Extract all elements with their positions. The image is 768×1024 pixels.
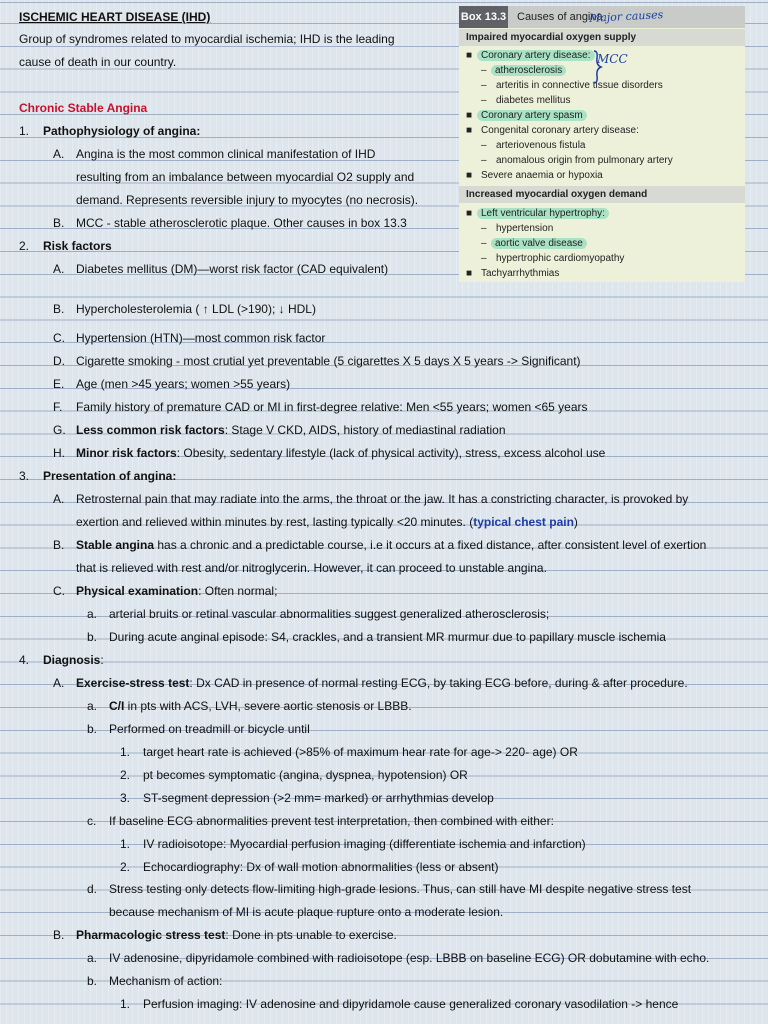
text-line: [109, 699, 412, 713]
intro-line-2: cause of death in our country.: [19, 55, 177, 69]
list-marker: H.: [53, 446, 65, 460]
list-number: 4.: [19, 653, 30, 667]
bullet-icon: ■: [466, 170, 473, 181]
demand-item: aortic valve disease: [491, 238, 587, 249]
text-line: Hypertension (HTN)—most common risk factor: [76, 331, 326, 345]
text-line: Cigarette smoking - most crutial yet preventable (5 cigarettes X 5 days X 5 years -> Significant): [76, 354, 581, 368]
list-marker: b.: [87, 722, 98, 736]
list-marker: B.: [53, 928, 65, 942]
box-number: Box 13.3: [459, 6, 508, 28]
list-marker: b.: [87, 630, 98, 644]
list-marker: 3.: [120, 791, 131, 805]
text-line: Echocardiography: Dx of wall motion abnormalities (less or absent): [143, 860, 499, 874]
dash-icon: –: [481, 253, 487, 264]
bold-term: Less common risk factors: [76, 423, 225, 437]
text-line: ST-segment depression (>2 mm= marked) or arrhythmias develop: [143, 791, 494, 805]
dash-icon: –: [481, 140, 487, 151]
bold-term: Stable angina: [76, 538, 155, 552]
bullet-icon: ■: [466, 50, 473, 61]
list-marker: A.: [53, 147, 65, 161]
list-marker: F.: [53, 400, 63, 414]
list-marker: C.: [53, 331, 65, 345]
text-line: Perfusion imaging: IV adenosine and dipyridamole cause generalized coronary vasodilation -> hence: [143, 997, 679, 1011]
supply-item: arteriovenous fistula: [496, 140, 586, 151]
text-line: Performed on treadmill or bicycle until: [109, 722, 310, 736]
text-line: Retrosternal pain that may radiate into the arms, the throat or the jaw. It has a constricting character, is provoked by: [76, 492, 689, 506]
text-line: During acute anginal episode: S4, crackles, and a transient MR murmur due to papillary muscle ischemia: [109, 630, 666, 644]
list-marker: E.: [53, 377, 65, 391]
section-heading: Chronic Stable Angina: [19, 101, 148, 115]
box-title: Causes of angina: [517, 11, 603, 23]
text-line: because mechanism of MI is acute plaque rupture onto a moderate lesion.: [109, 905, 504, 919]
text-line: [76, 515, 578, 529]
text-line: Diabetes mellitus (DM)—worst risk factor (CAD equivalent): [76, 262, 389, 276]
list-marker: A.: [53, 676, 65, 690]
text-line: IV adenosine, dipyridamole combined with radioisotope (esp. LBBB on baseline ECG) OR dobutamine with echo.: [109, 951, 710, 965]
text-span: in pts with ACS, LVH, severe aortic stenosis or LBBB.: [124, 699, 412, 713]
bold-term: Diagnosis: [43, 653, 101, 667]
supply-header: Impaired myocardial oxygen supply: [459, 29, 745, 46]
heading-pathophysiology: Pathophysiology of angina:: [43, 124, 201, 138]
bold-term: C/I: [109, 699, 125, 713]
text-span: has a chronic and a predictable course, i.e it occurs at a fixed distance, after consistent level of exertion: [154, 538, 707, 552]
dash-icon: –: [481, 95, 487, 106]
list-marker: 1.: [120, 837, 131, 851]
text-line: [76, 423, 506, 437]
demand-header: Increased myocardial oxygen demand: [459, 186, 745, 203]
heading-risk-factors: Risk factors: [43, 239, 112, 253]
list-number: 1.: [19, 124, 30, 138]
page-title: ISCHEMIC HEART DISEASE (IHD): [19, 10, 211, 24]
text-line: Stress testing only detects flow-limiting high-grade lesions. Thus, can still have MI despite negative stress test: [109, 882, 692, 896]
list-marker: B.: [53, 302, 65, 316]
text-line: target heart rate is achieved (>85% of maximum hear rate for age-> 220- age) OR: [143, 745, 578, 759]
bold-term: Pharmacologic stress test: [76, 928, 226, 942]
supply-item: atherosclerosis: [491, 65, 566, 76]
text-line: Mechanism of action:: [109, 974, 223, 988]
text-line: [76, 538, 706, 552]
text-span: ): [573, 515, 578, 529]
dash-icon: –: [481, 223, 487, 234]
list-marker: B.: [53, 538, 65, 552]
text-line: [76, 584, 277, 598]
list-marker: a.: [87, 607, 98, 621]
list-marker: 1.: [120, 745, 131, 759]
text-line: [76, 676, 688, 690]
text-line: pt becomes symptomatic (angina, dyspnea, hypotension) OR: [143, 768, 468, 782]
demand-item: Tachyarrhythmias: [481, 268, 560, 279]
bold-term: Exercise-stress test: [76, 676, 190, 690]
box-header: [459, 6, 745, 28]
text-line: Family history of premature CAD or MI in first-degree relative: Men <55 years; women <65 years: [76, 400, 588, 414]
list-marker: A.: [53, 262, 65, 276]
list-marker: b.: [87, 974, 98, 988]
text-line: Angina is the most common clinical manifestation of IHD: [76, 147, 376, 161]
list-marker: B.: [53, 216, 65, 230]
text-span: : Done in pts unable to exercise.: [225, 928, 397, 942]
list-marker: D.: [53, 354, 65, 368]
supply-item: diabetes mellitus: [496, 95, 571, 106]
text-line: that is relieved with rest and/or nitroglycerin. However, it can proceed to unstable angina.: [76, 561, 547, 575]
supply-item: Coronary artery disease:: [477, 50, 595, 61]
list-number: 2.: [19, 239, 30, 253]
text-line: Hypercholesterolemia ( ↑ LDL (>190); ↓ HDL): [76, 302, 316, 316]
text-line: IV radioisotope: Myocardial perfusion imaging (differentiate ischemia and infarction): [143, 837, 586, 851]
demand-item: hypertrophic cardiomyopathy: [496, 253, 625, 264]
list-number: 3.: [19, 469, 30, 483]
dash-icon: –: [481, 65, 487, 76]
highlight-term: typical chest pain: [473, 515, 574, 529]
dash-icon: –: [481, 155, 487, 166]
text-span: : Dx CAD in presence of normal resting ECG, by taking ECG before, during & after procedure.: [189, 676, 688, 690]
list-marker: A.: [53, 492, 65, 506]
heading-diagnosis: Diagnosis:: [43, 653, 104, 667]
list-marker: C.: [53, 584, 65, 598]
list-marker: 2.: [120, 768, 131, 782]
supply-item: arteritis in connective tissue disorders: [496, 80, 663, 91]
text-span: : Obesity, sedentary lifestyle (lack of physical activity), stress, excess alcohol use: [176, 446, 606, 460]
demand-item: Left ventricular hypertrophy:: [477, 208, 609, 219]
list-marker: G.: [53, 423, 66, 437]
bullet-icon: ■: [466, 208, 473, 219]
list-marker: c.: [87, 814, 97, 828]
heading-presentation: Presentation of angina:: [43, 469, 177, 483]
text-line: [76, 446, 605, 460]
bullet-icon: ■: [466, 110, 473, 121]
bullet-icon: ■: [466, 125, 473, 136]
handwritten-mcc: MCC: [597, 52, 628, 66]
supply-item: Coronary artery spasm: [477, 110, 587, 121]
handwritten-note: Major causes: [588, 8, 664, 25]
text-line: Age (men >45 years; women >55 years): [76, 377, 291, 391]
text-line: arterial bruits or retinal vascular abnormalities suggest generalized atherosclerosis;: [109, 607, 550, 621]
intro-line-1: Group of syndromes related to myocardial ischemia; IHD is the leading: [19, 32, 395, 46]
text-line: demand. Represents reversible injury to myocytes (no necrosis).: [76, 193, 419, 207]
bullet-icon: ■: [466, 268, 473, 279]
text-line: [76, 928, 397, 942]
supply-item: Congenital coronary artery disease:: [481, 125, 639, 136]
supply-item: anomalous origin from pulmonary artery: [496, 155, 673, 166]
list-marker: d.: [87, 882, 98, 896]
list-marker: a.: [87, 699, 98, 713]
text-span: : Stage V CKD, AIDS, history of mediastinal radiation: [224, 423, 506, 437]
demand-item: hypertension: [496, 223, 554, 234]
list-marker: 1.: [120, 997, 131, 1011]
list-marker: 2.: [120, 860, 131, 874]
dash-icon: –: [481, 238, 487, 249]
text-line: resulting from an imbalance between myocardial O2 supply and: [76, 170, 415, 184]
supply-item: Severe anaemia or hypoxia: [481, 170, 603, 181]
list-marker: a.: [87, 951, 98, 965]
dash-icon: –: [481, 80, 487, 91]
bold-term: Minor risk factors: [76, 446, 177, 460]
text-span: : Often normal;: [198, 584, 278, 598]
text-line: MCC - stable atherosclerotic plaque. Other causes in box 13.3: [76, 216, 407, 230]
box-causes-of-angina: [459, 6, 745, 282]
text-line: If baseline ECG abnormalities prevent test interpretation, then combined with either:: [109, 814, 554, 828]
bold-term: Physical examination: [76, 584, 199, 598]
text-span: exertion and relieved within minutes by rest, lasting typically <20 minutes. (: [76, 515, 474, 529]
